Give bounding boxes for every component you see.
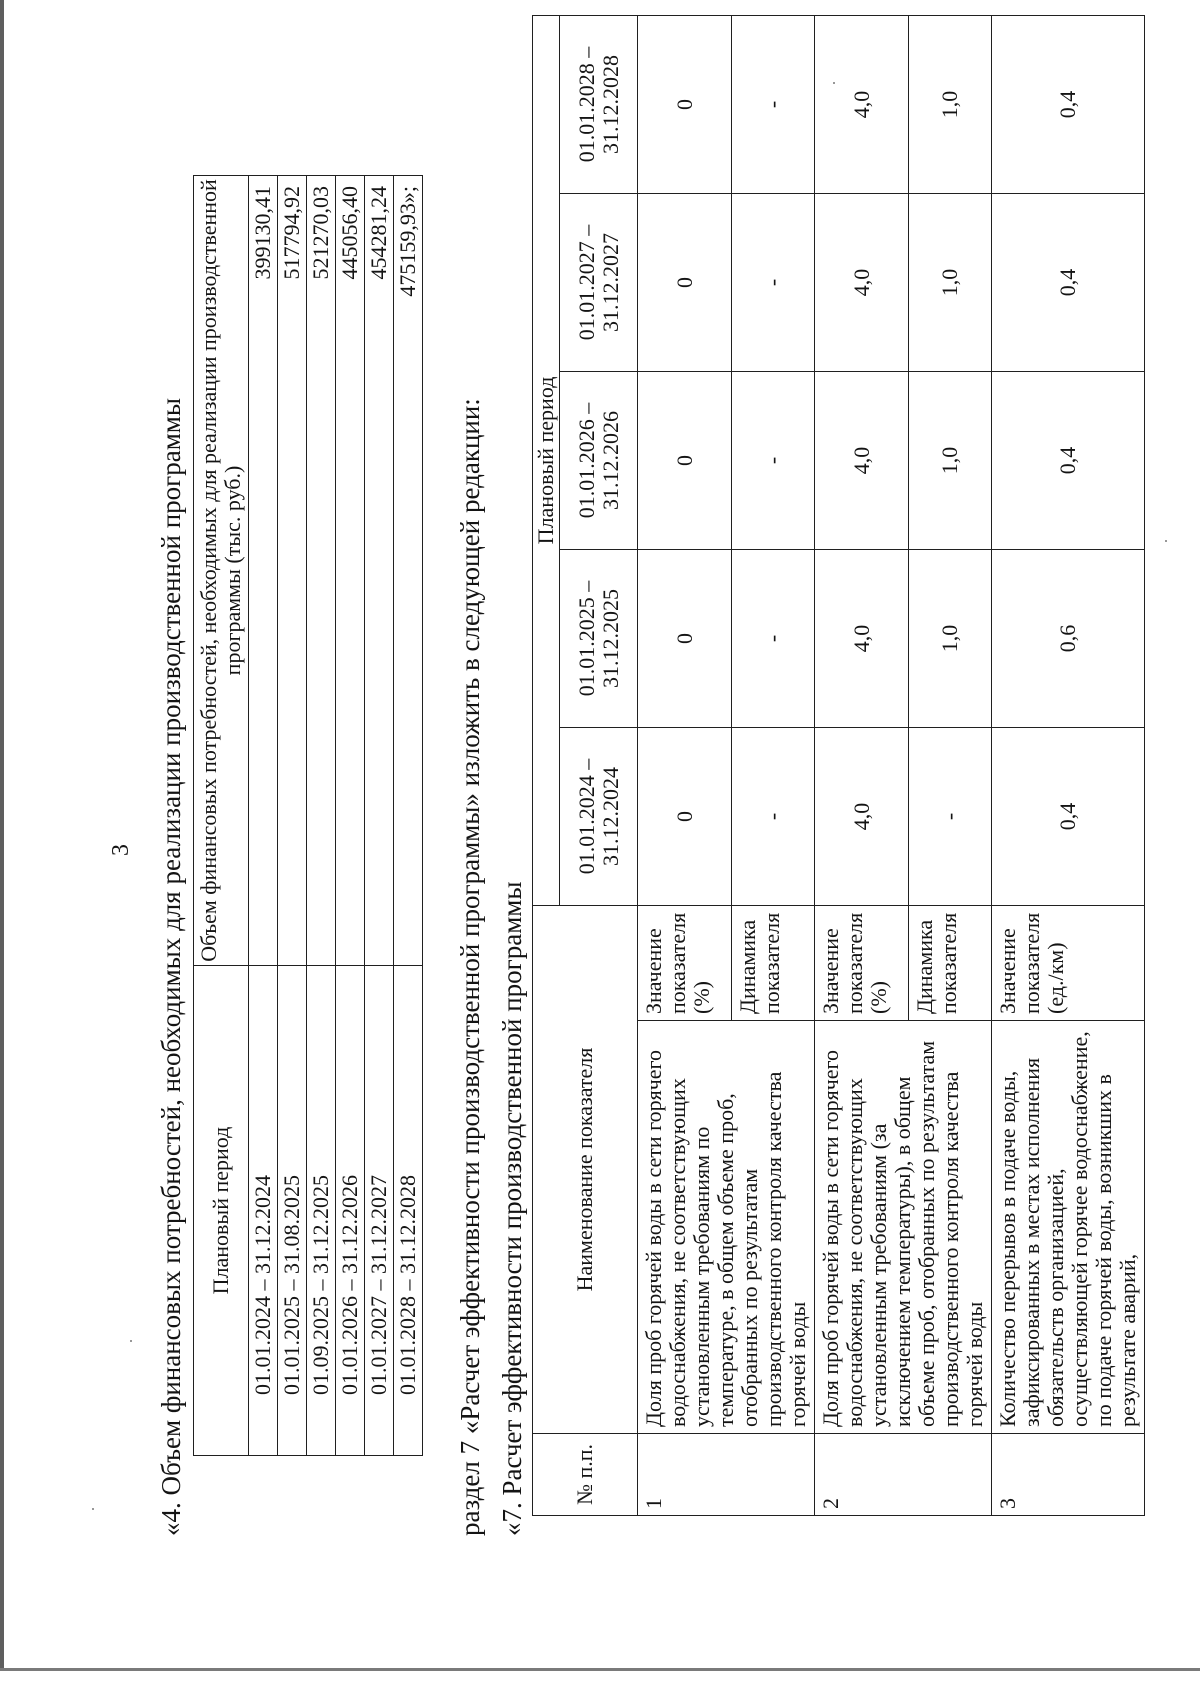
value-cell: - [732,15,815,193]
period-cell: 01.01.2025 – 31.08.2025 [278,966,307,1456]
sub-label: Динамика показателя [732,905,815,1020]
value-cell: 0,4 [992,371,1145,549]
table-header-row [533,15,560,1515]
value-cell: 1,0 [909,549,992,727]
period-cell: 01.01.2024 – 31.12.2024 [249,966,278,1456]
indicator-name: Доля проб горячей воды в сети горячего водоснабжения, не соответствующих установленным требованиям по температуре, в общем объеме проб, отобранных по результатам производственного контроля качества горячей воды [638,1021,815,1434]
value-cell: - [909,727,992,905]
efficiency-table [532,15,1145,1516]
period-cell: 01.01.2028 – 31.12.2028 [394,966,423,1456]
value-cell: 517794,92 [278,176,307,966]
header-period: 01.01.2027 – 31.12.2027 [560,193,638,371]
value-cell: 0 [638,193,732,371]
header-period-group: Плановый период [533,15,560,905]
row-num: 2 [815,1434,992,1516]
value-cell: 0 [638,727,732,905]
table-row [815,15,909,1515]
sub-label: Динамика показателя [909,905,992,1020]
header-period: 01.01.2026 – 31.12.2026 [560,371,638,549]
value-cell: 4,0 [815,371,909,549]
sub-label: Значение показателя (%) [815,905,909,1020]
value-cell: - [732,727,815,905]
value-cell: 4,0 [815,727,909,905]
value-cell: 0,4 [992,727,1145,905]
indicator-name: Доля проб горячей воды в сети горячего водоснабжения, не соответствующих установленным требованиям (за исключением температуры), в общем объеме проб, отобранных по результатам производственного контроля качества горячей воды [815,1021,992,1434]
value-cell: 0 [638,549,732,727]
table-row [278,176,307,1456]
period-cell: 01.01.2026 – 31.12.2026 [336,966,365,1456]
table-row [307,176,336,1456]
table-row [992,15,1145,1515]
header-period: 01.01.2028 – 31.12.2028 [560,15,638,193]
page-number: 3 [108,844,134,856]
value-cell: 0,4 [992,15,1145,193]
section7-title: «7. Расчет эффективности производственной программы [497,881,527,1536]
header-period: Плановый период [194,966,249,1456]
value-cell: 0,4 [992,193,1145,371]
header-volume: Объем финансовых потребностей, необходимых для реализации производственной программы (тыс. руб.) [194,176,249,966]
sub-label: Значение показателя (ед./км) [992,905,1145,1020]
header-period: 01.01.2024 – 31.12.2024 [560,727,638,905]
value-cell: 0 [638,15,732,193]
period-cell: 01.01.2027 – 31.12.2027 [365,966,394,1456]
value-cell: 445056,40 [336,176,365,966]
financial-needs-table [193,175,423,1456]
section4-title: «4. Объем финансовых потребностей, необходимых для реализации производственной программы [156,397,186,1536]
header-num: № п.п. [533,1434,638,1516]
table-row [336,176,365,1456]
value-cell: 475159,93»; [394,176,423,966]
value-cell: 0 [638,371,732,549]
section7-intro: раздел 7 «Расчет эффективности производственной программы» изложить в следующей редакции: [455,398,485,1536]
value-cell: 4,0 [815,193,909,371]
value-cell: - [732,371,815,549]
value-cell: - [732,549,815,727]
value-cell: 521270,03 [307,176,336,966]
row-num: 1 [638,1434,815,1516]
table-row [638,15,732,1515]
value-cell: 0,6 [992,549,1145,727]
sub-label: Значение показателя (%) [638,905,732,1020]
value-cell: 399130,41 [249,176,278,966]
row-num: 3 [992,1434,1145,1516]
value-cell: 1,0 [909,15,992,193]
value-cell: 1,0 [909,371,992,549]
table-row [394,176,423,1456]
value-cell: 1,0 [909,193,992,371]
indicator-name: Количество перерывов в подаче воды, зафиксированных в местах исполнения обязательств организацией, осуществляющей горячее водоснабжение, по подаче горячей воды, возникших в результате аварий, [992,1021,1145,1434]
table-header-row [194,176,249,1456]
value-cell: 454281,24 [365,176,394,966]
value-cell: 4,0 [815,15,909,193]
header-name: Наименование показателя [533,905,638,1433]
header-period: 01.01.2025 – 31.12.2025 [560,549,638,727]
value-cell: 4,0 [815,549,909,727]
period-cell: 01.09.2025 – 31.12.2025 [307,966,336,1456]
value-cell: - [732,193,815,371]
table-row [365,176,394,1456]
table-row [249,176,278,1456]
